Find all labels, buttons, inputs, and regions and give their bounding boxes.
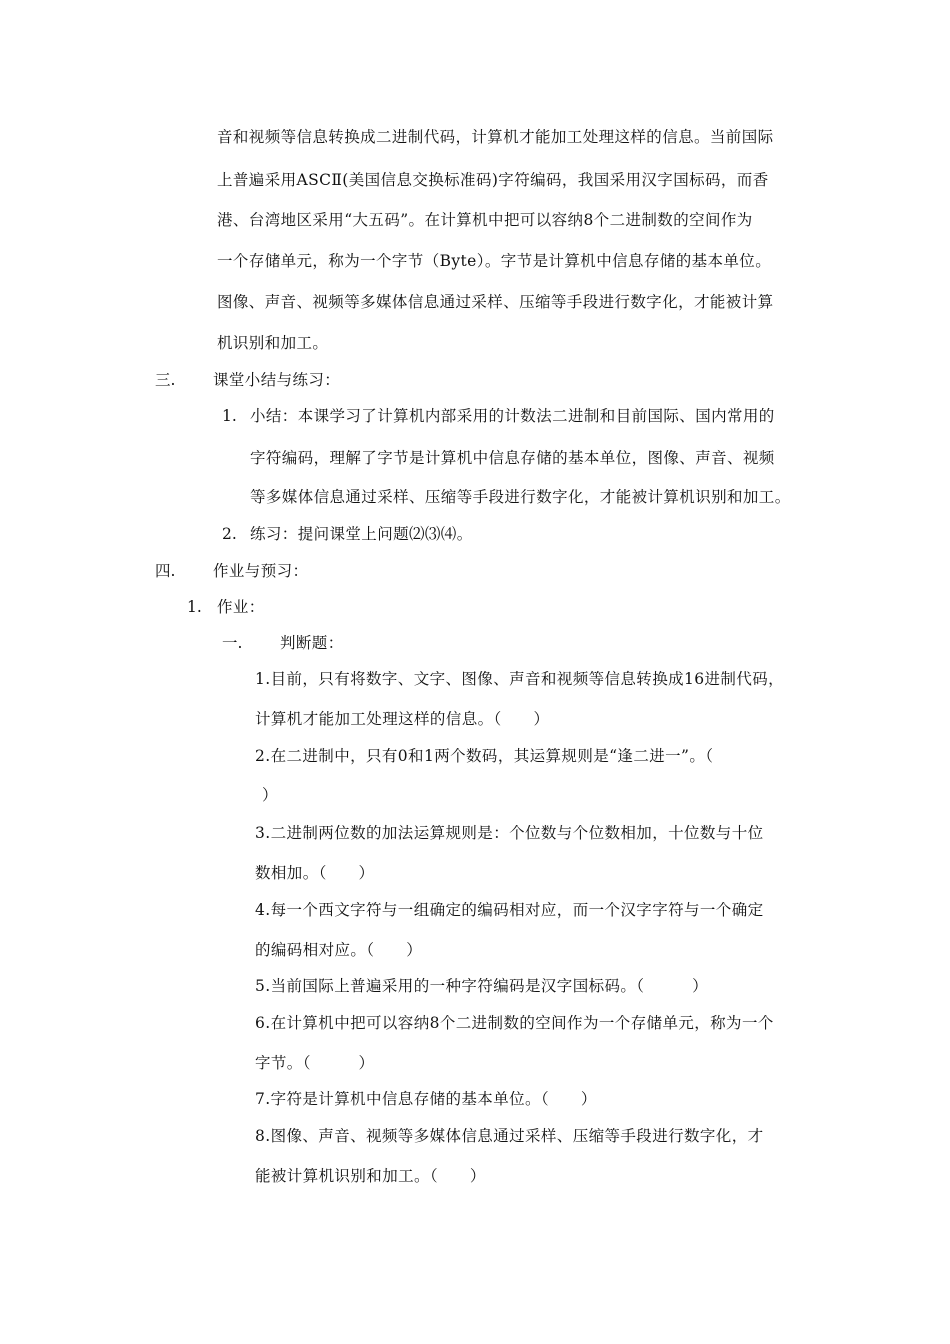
section-4-number: 四. [155, 562, 176, 580]
question-line: 数相加。（ ） [255, 864, 375, 882]
question-line: ） [262, 786, 278, 804]
true-false-title: 判断题： [280, 634, 344, 652]
homework-label: 作业： [217, 598, 265, 616]
question-line: 的编码相对应。（ ） [255, 941, 423, 959]
paragraph-line: 音和视频等信息转换成二进制代码，计算机才能加工处理这样的信息。当前国际 [217, 128, 774, 146]
question-line: 4.每一个西文字符与一组确定的编码相对应，而一个汉字字符与一个确定 [255, 901, 764, 919]
question-line: 3.二进制两位数的加法运算规则是：个位数与个位数相加，十位数与十位 [255, 824, 764, 842]
exercise-item-text: 练习：提问课堂上问题⑵⑶⑷。 [250, 525, 473, 543]
exercise-item-number: 2. [222, 525, 237, 543]
question-line: 7.字符是计算机中信息存储的基本单位。（ ） [255, 1090, 597, 1108]
paragraph-line: 一个存储单元，称为一个字节（Byte）。字节是计算机中信息存储的基本单位。 [217, 252, 772, 270]
paragraph-line: 机识别和加工。 [217, 334, 329, 352]
summary-line: 小结：本课学习了计算机内部采用的计数法二进制和目前国际、国内常用的 [250, 407, 775, 425]
summary-line: 等多媒体信息通过采样、压缩等手段进行数字化，才能被计算机识别和加工。 [250, 488, 791, 506]
paragraph-line: 港、台湾地区采用“大五码”。在计算机中把可以容纳8个二进制数的空间作为 [217, 211, 753, 229]
question-line: 6.在计算机中把可以容纳8个二进制数的空间作为一个存储单元，称为一个 [255, 1014, 774, 1032]
summary-line: 字符编码，理解了字节是计算机中信息存储的基本单位，图像、声音、视频 [250, 449, 775, 467]
paragraph-line: 图像、声音、视频等多媒体信息通过采样、压缩等手段进行数字化，才能被计算 [217, 293, 774, 311]
section-3-number: 三. [155, 371, 176, 389]
question-line: 1.目前，只有将数字、文字、图像、声音和视频等信息转换成16进制代码， [255, 670, 785, 688]
question-line: 5.当前国际上普遍采用的一种字符编码是汉字国标码。（ ） [255, 977, 709, 995]
summary-item-number: 1. [222, 407, 237, 425]
question-line: 8.图像、声音、视频等多媒体信息通过采样、压缩等手段进行数字化，才 [255, 1127, 764, 1145]
true-false-number: 一. [222, 634, 243, 652]
question-line: 2.在二进制中，只有0和1两个数码，其运算规则是“逢二进一”。（ [255, 747, 714, 765]
question-line: 能被计算机识别和加工。（ ） [255, 1167, 486, 1185]
homework-number: 1. [187, 598, 202, 616]
question-line: 字节。（ ） [255, 1054, 375, 1072]
paragraph-line: 上普遍采用ASCⅡ(美国信息交换标准码)字符编码，我国采用汉字国标码，而香 [217, 171, 769, 189]
section-3-title: 课堂小结与练习： [213, 371, 341, 389]
section-4-title: 作业与预习： [213, 562, 309, 580]
question-line: 计算机才能加工处理这样的信息。（ ） [255, 710, 550, 728]
